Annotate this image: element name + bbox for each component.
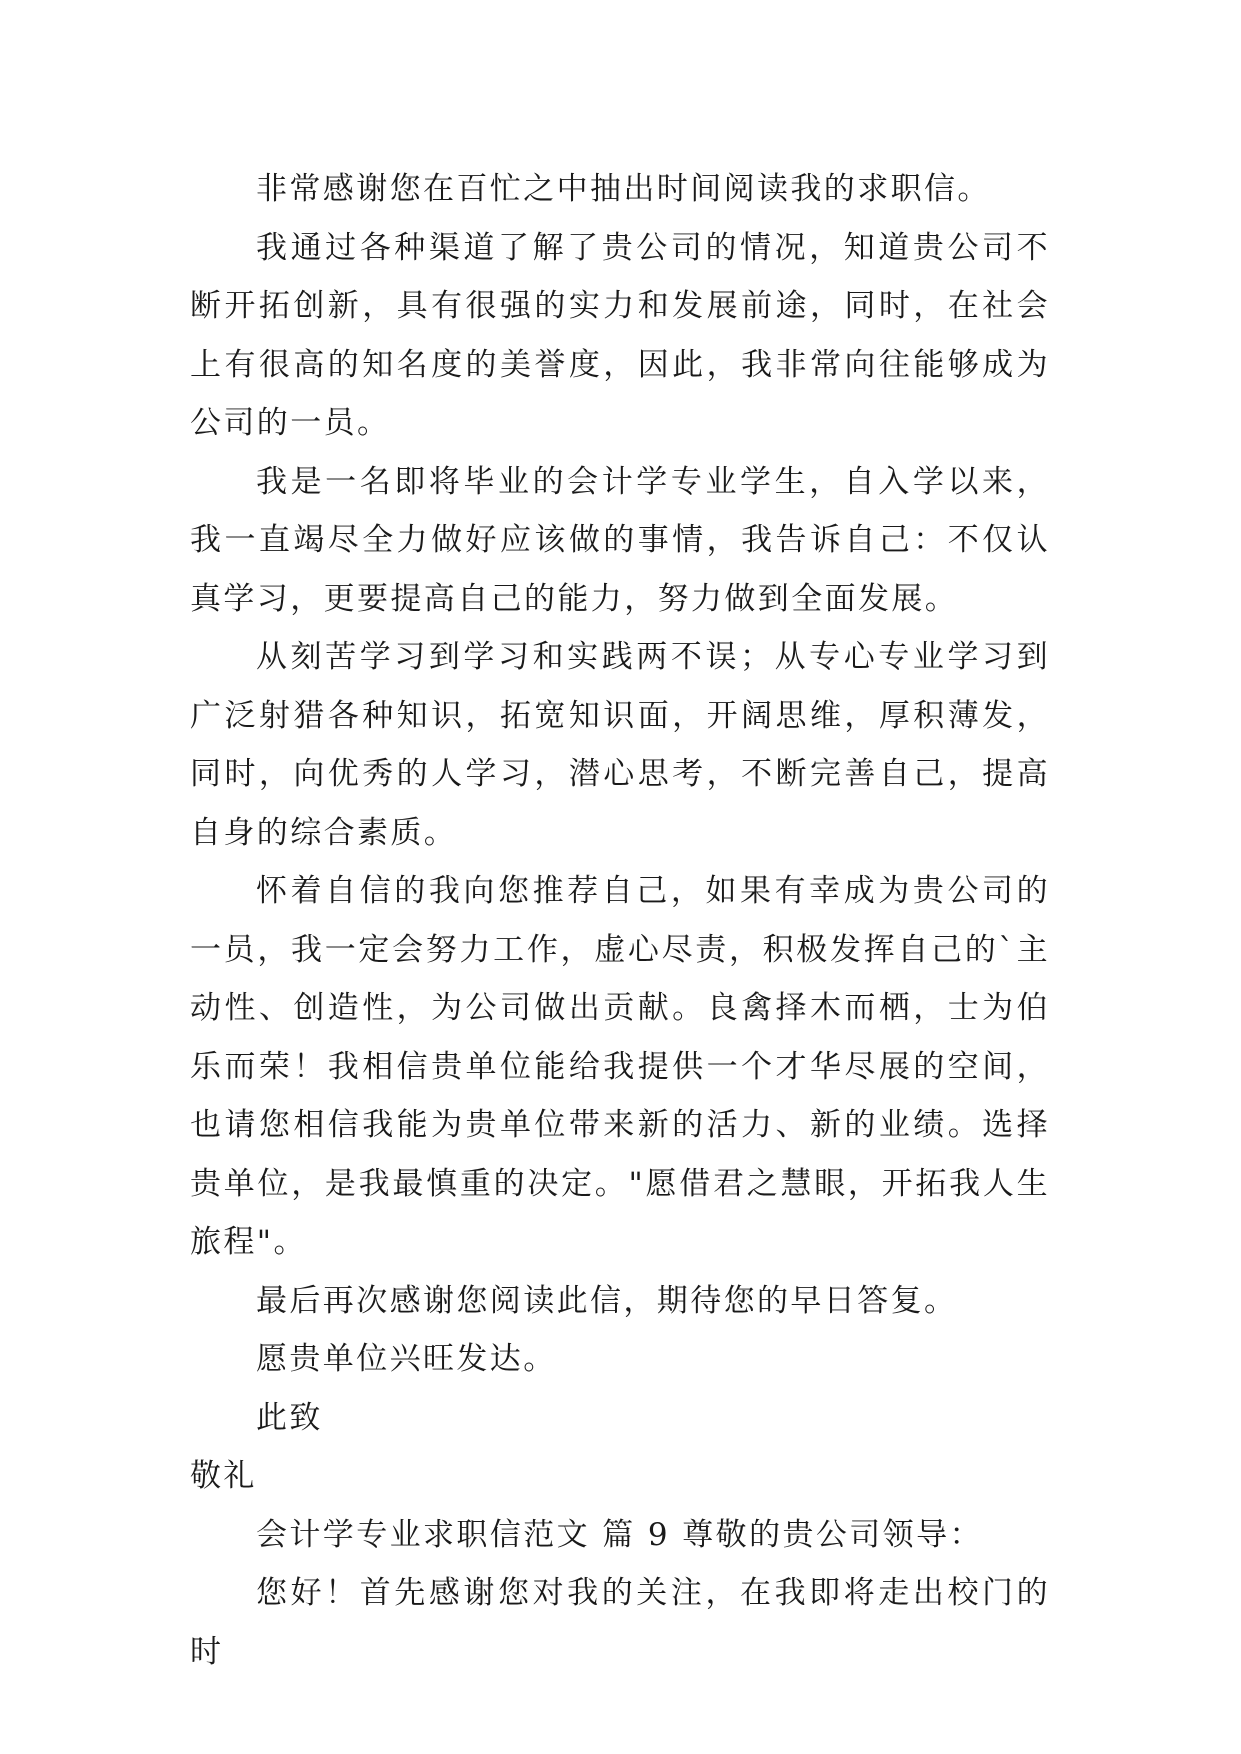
- section-heading: 会计学专业求职信范文 篇 9 尊敬的贵公司领导：: [256, 1516, 983, 1553]
- paragraph-next-letter-opening: 您好！首先感谢您对我的关注，在我即将走出校门的时: [190, 1575, 1050, 1670]
- paragraph-final-thanks: 最后再次感谢您阅读此信，期待您的早日答复。: [256, 1282, 958, 1319]
- paragraph-company-knowledge: 我通过各种渠道了解了贵公司的情况，知道贵公司不断开拓创新，具有很强的实力和发展前途，同时，在社会上有很高的知名度的美誉度，因此，我非常向往能够成为公司的一员。: [190, 229, 1050, 441]
- paragraph-self-intro: 我是一名即将毕业的会计学专业学生，自入学以来，我一直竭尽全力做好应该做的事情，我告诉自己：不仅认真学习，更要提高自己的能力，努力做到全面发展。: [190, 463, 1050, 617]
- paragraph-study: 从刻苦学习到学习和实践两不误；从专心专业学习到广泛射猎各种知识，拓宽知识面，开阔思维，厚积薄发，同时，向优秀的人学习，潜心思考，不断完善自己，提高自身的综合素质。: [190, 639, 1050, 851]
- paragraph-recommendation: 怀着自信的我向您推荐自己，如果有幸成为贵公司的一员，我一定会努力工作，虚心尽责，积极发挥自己的`主动性、创造性，为公司做出贡献。良禽择木而栖，士为伯乐而荣！我相信贵单位能给我提供一个才华尽展的空间，也请您相信我能为贵单位带来新的活力、新的业绩。选择贵单位，是我最慎重的决定。"愿借君之慧眼，开拓我人生旅程"。: [190, 873, 1050, 1260]
- document-page: [190, 160, 1050, 1681]
- paragraph-wishes: 愿贵单位兴旺发达。: [256, 1341, 557, 1377]
- paragraph-cizhi: 此致: [256, 1399, 323, 1436]
- paragraph-thanks: 非常感谢您在百忙之中抽出时间阅读我的求职信。: [256, 171, 991, 207]
- closing-salutation: 敬礼: [190, 1458, 257, 1494]
